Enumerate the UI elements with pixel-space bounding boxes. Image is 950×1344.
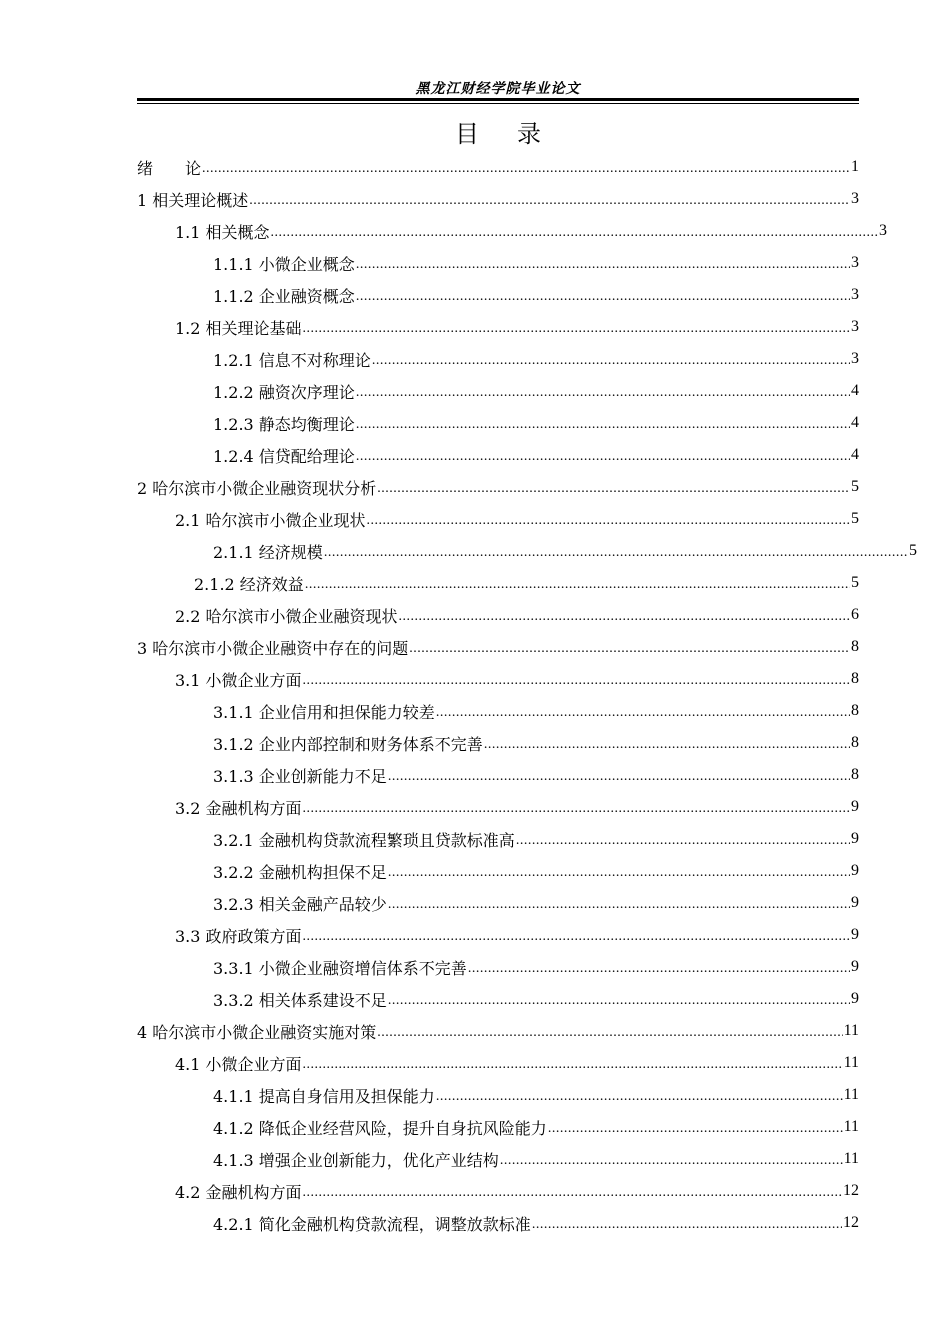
toc-leader-dots (388, 865, 850, 881)
toc-entry-1-2-1[interactable] (137, 343, 859, 375)
toc-leader-dots (516, 833, 850, 849)
toc-leader-dots (377, 1025, 842, 1041)
toc-leader-dots (548, 1121, 843, 1137)
toc-entry-page: 11 (843, 1118, 859, 1135)
toc-entry-label: 1.1 相关概念 (175, 222, 270, 242)
toc-entry-label: 1.2.4 信贷配给理论 (213, 446, 355, 466)
toc-entry-label: 4.2.1 简化金融机构贷款流程，调整放款标准 (213, 1214, 531, 1234)
toc-entry-page: 9 (851, 990, 859, 1007)
toc-entry-label: 3.2.3 相关金融产品较少 (213, 894, 387, 914)
toc-leader-dots (356, 449, 850, 465)
toc-entry-page: 12 (843, 1182, 859, 1199)
toc-leader-dots (356, 289, 850, 305)
toc-leader-dots (305, 577, 850, 593)
toc-entry-page: 9 (851, 958, 859, 975)
toc-leader-dots (249, 193, 850, 209)
toc-entry-label: 4.1.3 增强企业创新能力，优化产业结构 (213, 1150, 499, 1170)
toc-entry-intro[interactable] (137, 151, 859, 183)
toc-entry-3-2-2[interactable] (137, 855, 859, 887)
toc-entry-4-2-1[interactable] (137, 1207, 859, 1239)
toc-leader-dots (468, 961, 850, 977)
toc-entry-page: 5 (909, 542, 917, 559)
toc-entry-label: 1.2.2 融资次序理论 (213, 382, 355, 402)
toc-entry-page: 9 (851, 830, 859, 847)
toc-entry-page: 11 (843, 1022, 859, 1039)
toc-entry-4-1-2[interactable] (137, 1111, 859, 1143)
toc-entry-label: 1.2.1 信息不对称理论 (213, 350, 371, 370)
toc-entry-label: 4.1 小微企业方面 (175, 1054, 302, 1074)
toc-entry-2-1-2[interactable] (137, 567, 859, 599)
toc-leader-dots (436, 705, 850, 721)
toc-entry-3-2-3[interactable] (137, 887, 859, 919)
toc-entry-label: 4.1.1 提高自身信用及担保能力 (213, 1086, 435, 1106)
toc-entry-2-2[interactable] (137, 599, 859, 631)
toc-leader-dots (372, 353, 850, 369)
toc-entry-label: 2 哈尔滨市小微企业融资现状分析 (137, 478, 377, 498)
toc-entry-label: 绪 论 (137, 158, 202, 178)
toc-entry-page: 5 (851, 574, 859, 591)
toc-entry-page: 9 (851, 894, 859, 911)
toc-entry-page: 9 (851, 798, 859, 815)
toc-leader-dots (388, 769, 850, 785)
toc-leader-dots (303, 1057, 843, 1073)
toc-entry-4-1-1[interactable] (137, 1079, 859, 1111)
toc-entry-label: 3 哈尔滨市小微企业融资中存在的问题 (137, 638, 409, 658)
toc-leader-dots (388, 993, 850, 1009)
toc-entry-page: 3 (851, 350, 859, 367)
toc-entry-page: 5 (851, 510, 859, 527)
toc-leader-dots (399, 609, 850, 625)
toc-entry-3-3-2[interactable] (137, 983, 859, 1015)
toc-entry-page: 3 (851, 286, 859, 303)
toc-entry-1-2-2[interactable] (137, 375, 859, 407)
toc-entry-1-2[interactable] (137, 311, 859, 343)
toc-entry-3-2-1[interactable] (137, 823, 859, 855)
toc-entry-3-1[interactable] (137, 663, 859, 695)
toc-entry-label: 2.2 哈尔滨市小微企业融资现状 (175, 606, 398, 626)
toc-entry-4-1[interactable] (137, 1047, 859, 1079)
toc-leader-dots (532, 1217, 842, 1233)
toc-entry-1-2-4[interactable] (137, 439, 859, 471)
toc-entry-label: 1.1.2 企业融资概念 (213, 286, 355, 306)
toc-leader-dots (303, 1185, 842, 1201)
toc-leader-dots (356, 257, 850, 273)
toc-leader-dots (303, 801, 850, 817)
toc-leader-dots (377, 481, 850, 497)
toc-entry-page: 3 (879, 222, 887, 239)
toc-entry-label: 3.1 小微企业方面 (175, 670, 302, 690)
toc-leader-dots (500, 1153, 843, 1169)
toc-leader-dots (356, 417, 850, 433)
toc-entry-2-1[interactable] (137, 503, 859, 535)
toc-entry-3-2[interactable] (137, 791, 859, 823)
table-of-contents (137, 151, 917, 1239)
toc-entry-page: 11 (843, 1150, 859, 1167)
toc-entry-2-1-1[interactable] (137, 535, 917, 567)
toc-leader-dots (356, 385, 850, 401)
toc-entry-label: 1.2.3 静态均衡理论 (213, 414, 355, 434)
running-header: 黑龙江财经学院毕业论文 (415, 81, 581, 97)
toc-entry-label: 2.1.1 经济规模 (213, 542, 323, 562)
toc-leader-dots (367, 513, 850, 529)
toc-entry-label: 3.1.1 企业信用和担保能力较差 (213, 702, 435, 722)
toc-entry-label: 2.1.2 经济效益 (194, 574, 304, 594)
toc-leader-dots (303, 929, 850, 945)
toc-entry-page: 3 (851, 318, 859, 335)
toc-entry-3-1-2[interactable] (137, 727, 859, 759)
toc-leader-dots (409, 641, 850, 657)
toc-entry-page: 3 (851, 190, 859, 207)
toc-entry-page: 4 (851, 446, 859, 463)
toc-entry-page: 6 (851, 606, 859, 623)
header-rule-thin (137, 103, 859, 104)
toc-entry-label: 4 哈尔滨市小微企业融资实施对策 (137, 1022, 377, 1042)
toc-entry-label: 3.2 金融机构方面 (175, 798, 302, 818)
toc-entry-page: 4 (851, 382, 859, 399)
toc-entry-page: 1 (851, 158, 859, 175)
toc-entry-page: 3 (851, 254, 859, 271)
toc-entry-label: 1.1.1 小微企业概念 (213, 254, 355, 274)
toc-entry-3[interactable] (137, 631, 859, 663)
toc-entry-label: 1.2 相关理论基础 (175, 318, 302, 338)
toc-entry-label: 3.1.3 企业创新能力不足 (213, 766, 387, 786)
toc-entry-label: 3.1.2 企业内部控制和财务体系不完善 (213, 734, 483, 754)
toc-entry-page: 8 (851, 670, 859, 687)
toc-entry-3-3[interactable] (137, 919, 859, 951)
toc-entry-page: 4 (851, 414, 859, 431)
toc-entry-page: 11 (843, 1054, 859, 1071)
toc-leader-dots (484, 737, 850, 753)
toc-leader-dots (303, 673, 850, 689)
toc-entry-page: 8 (851, 734, 859, 751)
toc-entry-label: 3.2.2 金融机构担保不足 (213, 862, 387, 882)
toc-leader-dots (271, 225, 878, 241)
toc-entry-1-1-2[interactable] (137, 279, 859, 311)
toc-entry-4-1-3[interactable] (137, 1143, 859, 1175)
toc-entry-1-2-3[interactable] (137, 407, 859, 439)
toc-entry-label: 2.1 哈尔滨市小微企业现状 (175, 510, 366, 530)
toc-entry-page: 12 (843, 1214, 859, 1231)
toc-entry-label: 4.1.2 降低企业经营风险，提升自身抗风险能力 (213, 1118, 547, 1138)
toc-entry-page: 8 (851, 638, 859, 655)
toc-leader-dots (388, 897, 850, 913)
toc-entry-1-1-1[interactable] (137, 247, 859, 279)
toc-title: 目录 (455, 120, 579, 148)
toc-entry-label: 3.3.2 相关体系建设不足 (213, 990, 387, 1010)
toc-leader-dots (202, 161, 850, 177)
toc-entry-page: 8 (851, 766, 859, 783)
toc-entry-4[interactable] (137, 1015, 859, 1047)
toc-entry-label: 4.2 金融机构方面 (175, 1182, 302, 1202)
toc-entry-page: 8 (851, 702, 859, 719)
toc-entry-label: 3.3.1 小微企业融资增信体系不完善 (213, 958, 467, 978)
toc-entry-label: 1 相关理论概述 (137, 190, 249, 210)
toc-entry-3-1-1[interactable] (137, 695, 859, 727)
toc-leader-dots (324, 545, 908, 561)
toc-entry-page: 9 (851, 862, 859, 879)
toc-entry-2[interactable] (137, 471, 859, 503)
toc-entry-page: 11 (843, 1086, 859, 1103)
toc-entry-1[interactable] (137, 183, 859, 215)
toc-entry-1-1[interactable] (137, 215, 887, 247)
toc-entry-4-2[interactable] (137, 1175, 859, 1207)
toc-entry-3-3-1[interactable] (137, 951, 859, 983)
toc-leader-dots (303, 321, 850, 337)
header-rule-thick (137, 98, 859, 101)
toc-entry-3-1-3[interactable] (137, 759, 859, 791)
toc-entry-label: 3.3 政府政策方面 (175, 926, 302, 946)
toc-entry-label: 3.2.1 金融机构贷款流程繁琐且贷款标准高 (213, 830, 515, 850)
toc-entry-page: 5 (851, 478, 859, 495)
toc-entry-page: 9 (851, 926, 859, 943)
toc-leader-dots (436, 1089, 843, 1105)
